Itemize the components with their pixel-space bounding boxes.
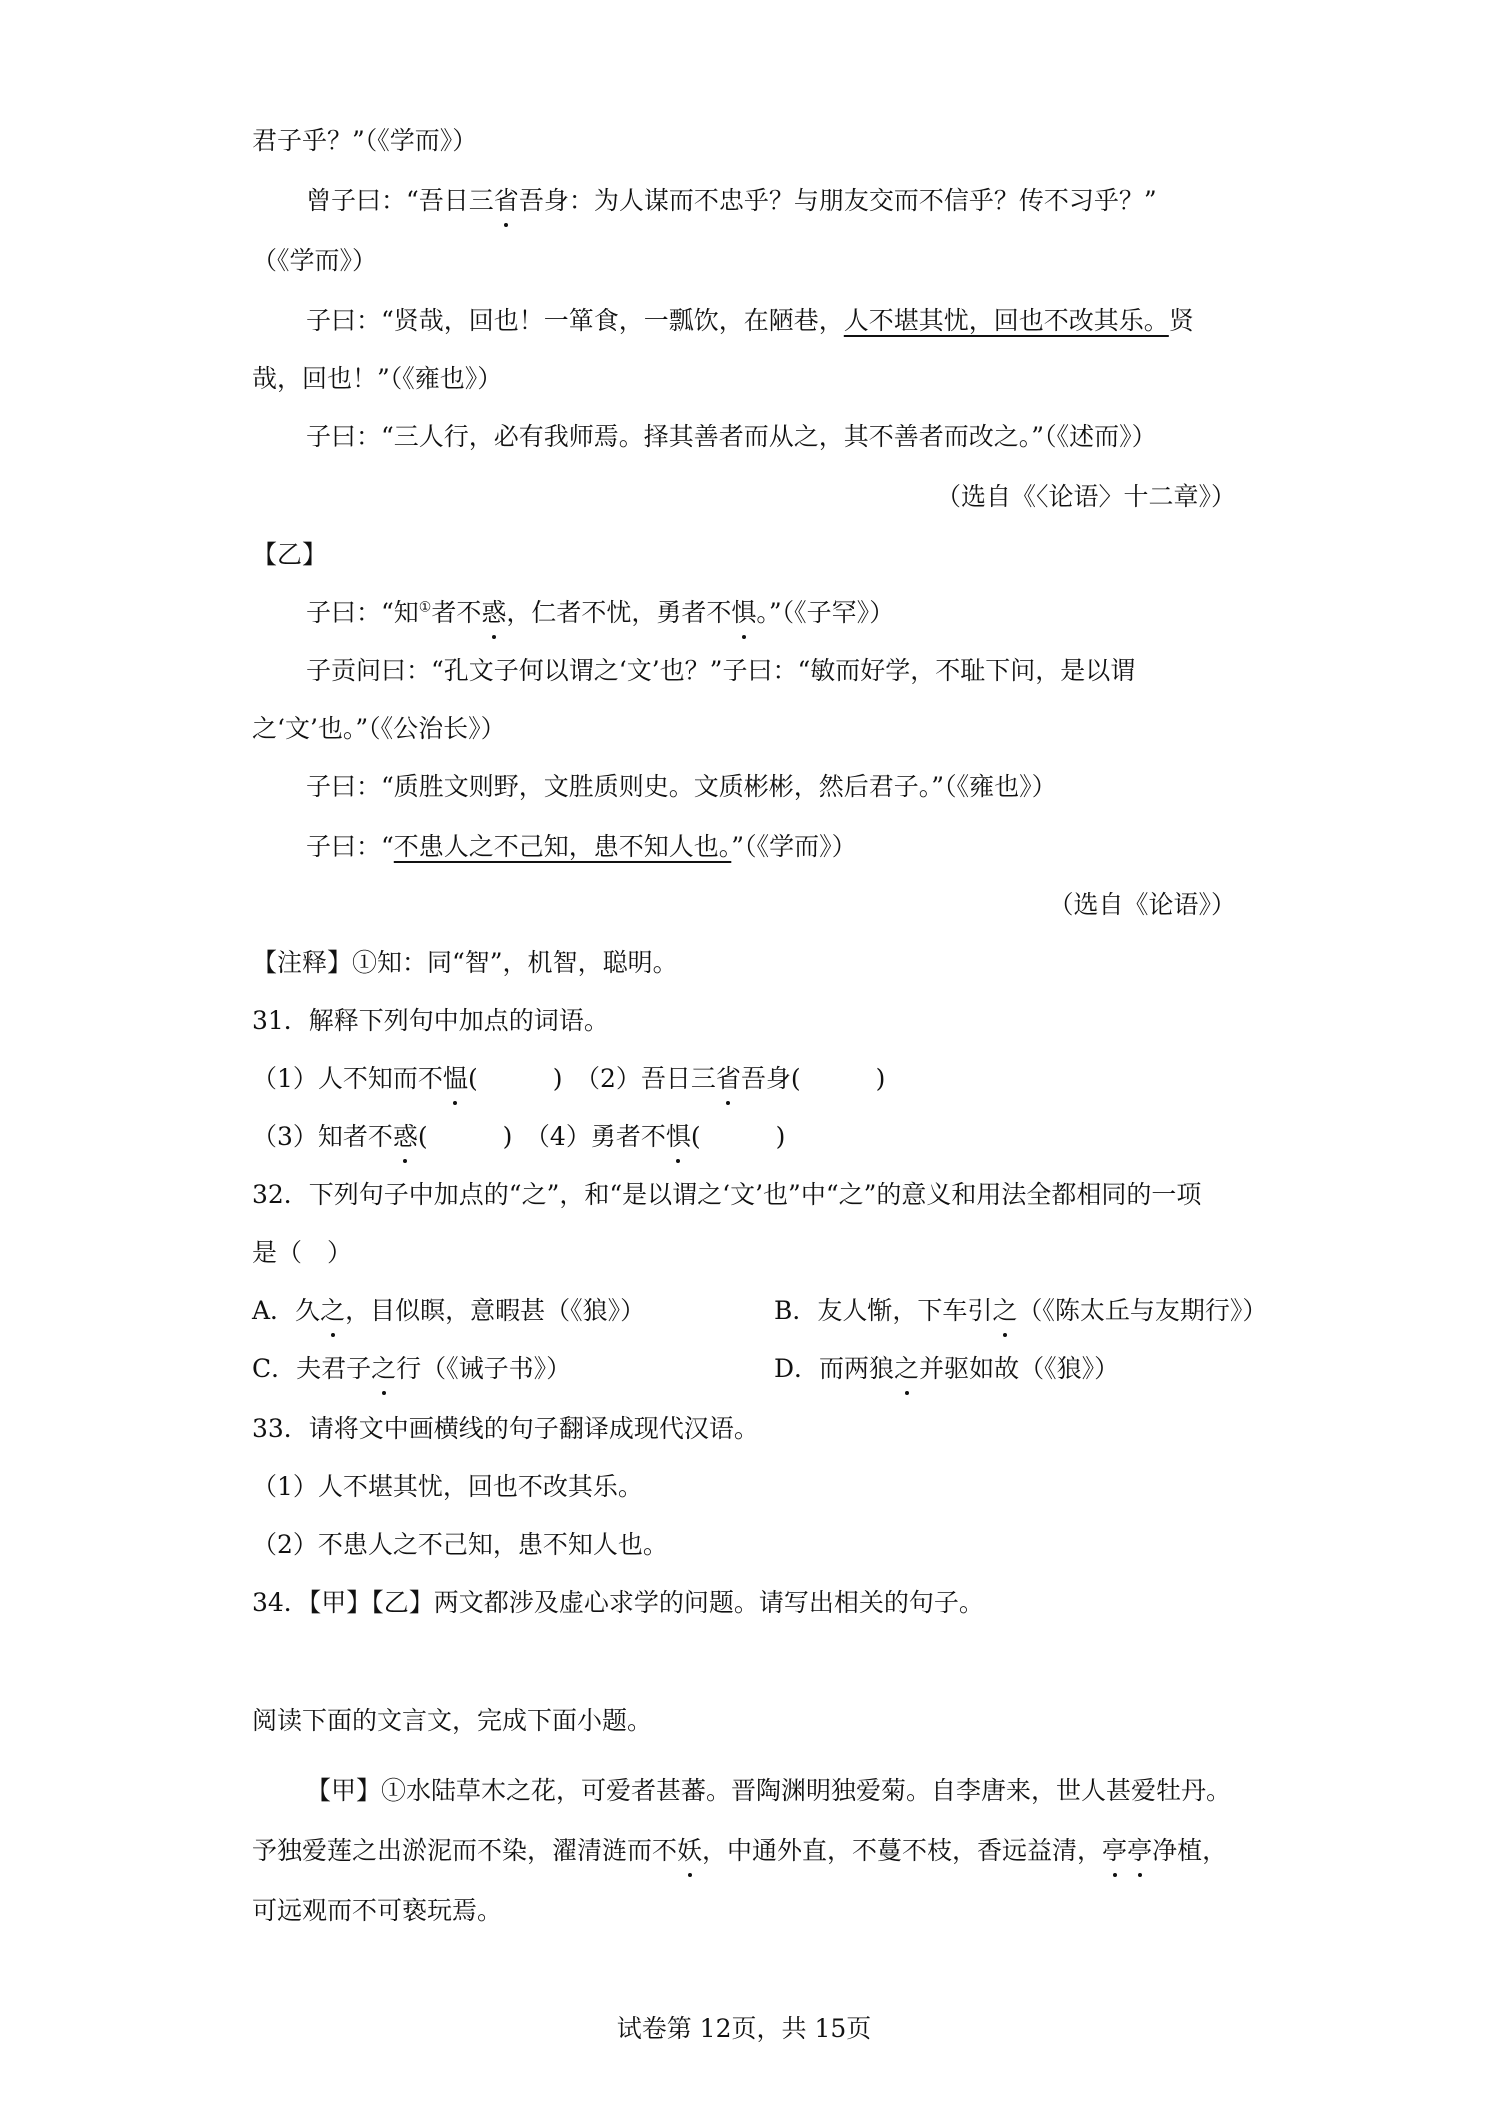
emphasis-dot-char: 亭 <box>1127 1834 1152 1868</box>
question-32: 32．下列句子中加点的“之”，和“是以谓之‘文’也”中“之”的意义和用法全都相同的一项 <box>252 1180 1202 1209</box>
emphasis-dot-char: 之 <box>320 1294 345 1328</box>
option-d: D．而两狼之并驱如故（《狼》） <box>774 1352 1119 1386</box>
text-line: 子曰：“三人行，必有我师焉。择其善者而从之，其不善者而改之。”（《述而》） <box>306 422 1157 451</box>
text-segment: ”（《学而》） <box>731 832 857 861</box>
emphasis-dot-char: 妖 <box>677 1834 702 1868</box>
text-line: 予独爱莲之出淤泥而不染，濯清涟而不妖，中通外直，不蔓不枝，香远益清，亭亭净植， <box>252 1834 1227 1868</box>
emphasis-dot-char: 之 <box>894 1352 919 1386</box>
question-33-item: （2）不患人之不己知，患不知人也。 <box>252 1530 668 1559</box>
emphasis-dot-char: 之 <box>371 1352 396 1386</box>
options-row <box>252 1294 1268 1328</box>
underlined-sentence: 人不堪其忧，回也不改其乐。 <box>843 306 1169 335</box>
text-line <box>306 304 1194 338</box>
question-33: 33．请将文中画横线的句子翻译成现代汉语。 <box>252 1414 759 1443</box>
emphasis-dot-char: 省 <box>716 1062 741 1096</box>
text-line: 子曰：“质胜文则野，文胜质则史。文质彬彬，然后君子。”（《雍也》） <box>306 772 1057 801</box>
annotation: 【注释】①知：同“智”，机智，聪明。 <box>252 948 678 977</box>
text-line: 哉，回也！”（《雍也》） <box>252 364 503 393</box>
question-33-item: （1）人不堪其忧，回也不改其乐。 <box>252 1472 643 1501</box>
emphasis-dot-char: 亭 <box>1102 1834 1127 1868</box>
emphasis-dot-char: 惑 <box>393 1120 418 1154</box>
text-segment: 子曰：“贤哉，回也！一箪食，一瓢饮，在陋巷， <box>306 306 844 335</box>
text-line <box>306 830 857 864</box>
question-32: 是（ ） <box>252 1238 353 1267</box>
text-line: 【甲】①水陆草木之花，可爱者甚蕃。晋陶渊明独爱菊。自李唐来，世人甚爱牡丹。 <box>306 1776 1232 1805</box>
emphasis-dot-char: 愠 <box>443 1062 468 1096</box>
question-31: 31．解释下列句中加点的词语。 <box>252 1006 609 1035</box>
reading-instruction: 阅读下面的文言文，完成下面小题。 <box>252 1706 653 1735</box>
text-line: 子贡问曰：“孔文子何以谓之‘文’也？”子曰：“敏而好学，不耻下问，是以谓 <box>306 656 1136 685</box>
emphasis-dot-char: 惧 <box>731 596 756 630</box>
text-line: （《学而》） <box>252 246 378 275</box>
option-b: B．友人惭，下车引之（《陈太丘与友期行》） <box>774 1294 1267 1328</box>
emphasis-dot-char: 惧 <box>666 1120 691 1154</box>
source-note: （选自《论语》） <box>1048 890 1236 919</box>
text-line: 曾子曰：“吾日三省吾身：为人谋而不忠乎？与朋友交而不信乎？传不习乎？” <box>306 184 1157 218</box>
page-footer: 试卷第 12页，共 15页 <box>616 2014 872 2043</box>
text-segment: 子曰：“ <box>306 832 394 861</box>
source-note: （选自《〈论语〉十二章》） <box>935 482 1236 511</box>
question-31-items: （1）人不知而不愠( ) （2）吾日三省吾身( ) <box>252 1062 885 1096</box>
options-row <box>252 1352 1242 1386</box>
option-a: A．久之，目似瞑，意暇甚（《狼》） <box>252 1296 645 1325</box>
question-34: 34．【甲】【乙】两文都涉及虚心求学的问题。请写出相关的句子。 <box>252 1588 984 1617</box>
text-line: 君子乎？”（《学而》） <box>252 126 478 155</box>
text-line: 可远观而不可亵玩焉。 <box>252 1896 503 1925</box>
emphasis-dot-char: 省 <box>494 184 519 218</box>
option-c: C．夫君子之行（《诫子书》） <box>252 1354 571 1383</box>
underlined-sentence: 不患人之不己知，患不知人也。 <box>393 832 732 861</box>
text-line: 子曰：“知①者不惑，仁者不忧，勇者不惧。”（《子罕》） <box>306 596 894 630</box>
section-label: 【乙】 <box>252 540 328 569</box>
question-31-items: （3）知者不惑( ) （4）勇者不惧( ) <box>252 1120 785 1154</box>
emphasis-dot-char: 之 <box>992 1294 1017 1328</box>
text-segment: 贤 <box>1168 306 1194 335</box>
emphasis-dot-char: 惑 <box>481 596 506 630</box>
text-line: 之‘文’也。”（《公治长》） <box>252 714 506 743</box>
